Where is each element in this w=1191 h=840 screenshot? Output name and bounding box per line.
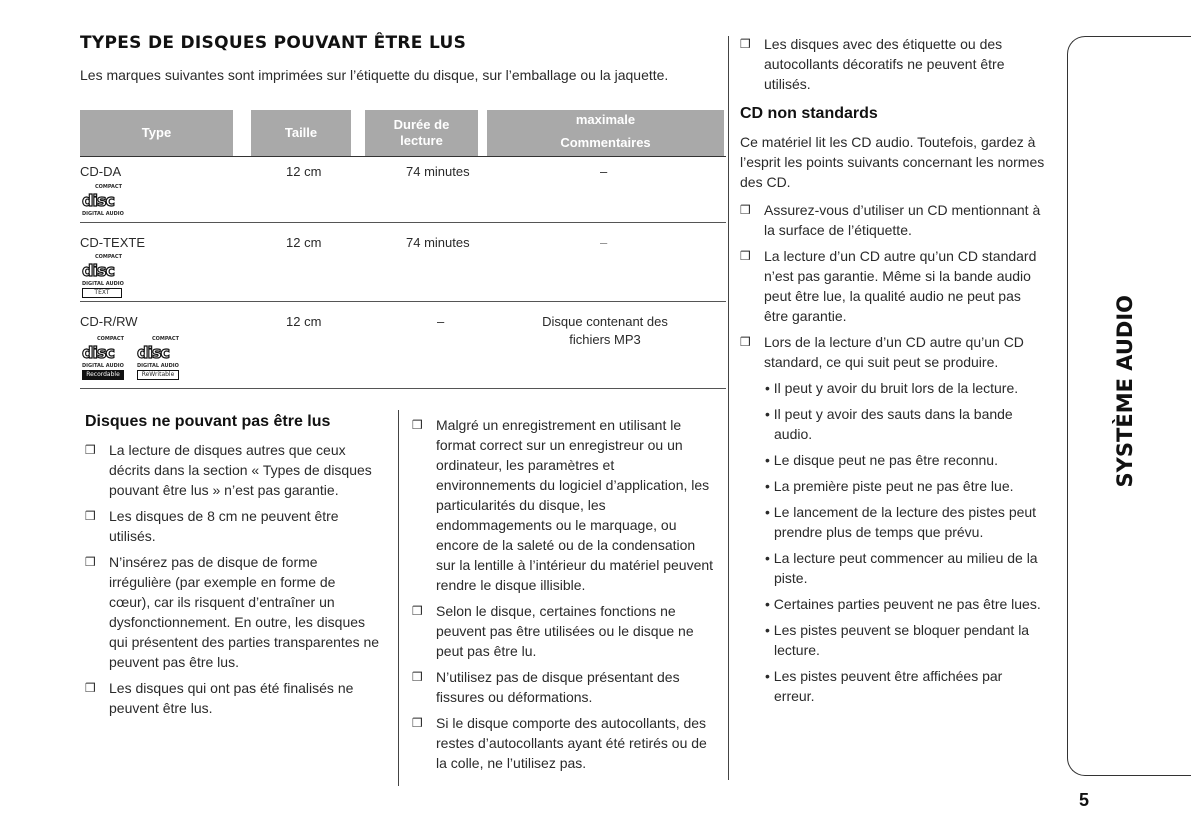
list-item-text: Assurez-vous d’utiliser un CD mentionnant à la surface de l’étiquette.	[764, 202, 1041, 238]
list-item-text: Si le disque comporte des autocollants, des restes d’autocollants ayant été retirés ou de la colle, ne l’utilisez pas.	[436, 715, 707, 771]
logo-disc: disc	[137, 343, 169, 362]
left-column	[85, 412, 380, 724]
page-title: TYPES DE DISQUES POUVANT ÊTRE LUS	[80, 33, 467, 53]
row2-comment: –	[600, 235, 608, 250]
logo-compact: COMPACT	[94, 254, 122, 260]
logo-compact: COMPACT	[94, 184, 122, 190]
logo-disc: disc	[82, 343, 114, 362]
checkbox-bullet-icon: ❒	[412, 716, 423, 730]
list-item	[740, 34, 1045, 94]
logo-disc: disc	[82, 191, 114, 210]
middle-column	[412, 415, 717, 779]
row3-comment: Disque contenant des fichiers MP3	[542, 314, 668, 347]
checkbox-bullet-icon: ❒	[740, 335, 751, 349]
logo-digital: DIGITAL AUDIO	[82, 281, 124, 287]
logo-digital: DIGITAL AUDIO	[82, 363, 124, 369]
dot-item: • Il peut y avoir du bruit lors de la lecture.	[765, 380, 1019, 396]
header-duration	[365, 110, 478, 156]
list-item	[412, 415, 717, 595]
checkbox-bullet-icon: ❒	[85, 555, 96, 569]
logo-compact: COMPACT	[96, 336, 124, 342]
intro-text: Les marques suivantes sont imprimées sur l’étiquette du disque, sur l’emballage ou la jaquette.	[80, 67, 669, 83]
header-type	[80, 110, 233, 156]
list-item	[412, 601, 717, 661]
list-item	[85, 678, 380, 718]
list-item-text: Les disques avec des étiquette ou des autocollants décoratifs ne peuvent être utilisés.	[764, 36, 1005, 92]
logo-compact: COMPACT	[151, 336, 179, 342]
checkbox-bullet-icon: ❒	[412, 418, 423, 432]
header-duration-label: Durée de lecture	[393, 117, 450, 148]
header-size-label: Taille	[284, 125, 318, 140]
dot-item: • La lecture peut commencer au milieu de la piste.	[765, 550, 1038, 586]
dot-item: • Les pistes peuvent se bloquer pendant la lecture.	[765, 622, 1030, 658]
header-size	[251, 110, 351, 156]
logo-digital: DIGITAL AUDIO	[137, 363, 179, 369]
row3-size: 12 cm	[286, 314, 322, 329]
checkbox-bullet-icon: ❒	[85, 509, 96, 523]
row3-type: CD-R/RW	[80, 314, 138, 329]
row1-size: 12 cm	[286, 164, 322, 179]
list-item-text: Selon le disque, certaines fonctions ne peuvent pas être utilisées ou le disque ne peut pas être lu.	[436, 603, 694, 659]
divider	[80, 222, 726, 223]
compact-disc-rewritable-logo	[137, 336, 179, 380]
logo-rewritable: ReWritable	[137, 370, 179, 380]
row1-duration: 74 minutes	[406, 164, 470, 179]
list-item-text: La lecture de disques autres que ceux décrits dans la section « Types de disques pouvant être lus » n’est pas garantie.	[109, 442, 372, 498]
list-item	[740, 332, 1045, 372]
dot-item: • Le lancement de la lecture des pistes peut prendre plus de temps que prévu.	[765, 504, 1037, 540]
checkbox-bullet-icon: ❒	[740, 203, 751, 217]
header-type-label: Type	[141, 125, 172, 140]
checkbox-bullet-icon: ❒	[740, 37, 751, 51]
divider	[80, 388, 726, 389]
column-divider	[398, 410, 399, 786]
row2-size: 12 cm	[286, 235, 322, 250]
checkbox-bullet-icon: ❒	[740, 249, 751, 263]
list-item-text: Les disques de 8 cm ne peuvent être utilisés.	[109, 508, 339, 544]
divider	[80, 301, 726, 302]
dot-item: • Certaines parties peuvent ne pas être lues.	[765, 596, 1041, 612]
compact-disc-text-logo	[82, 254, 122, 298]
list-item	[740, 200, 1045, 240]
right-column	[740, 34, 1045, 712]
header-comments-label: Commentaires	[560, 135, 651, 150]
row3-duration: –	[437, 314, 445, 329]
list-item-text: Lors de la lecture d’un CD autre qu’un CD standard, ce qui suit peut se produire.	[764, 334, 1024, 370]
list-item	[412, 713, 717, 773]
list-item-text: N’insérez pas de disque de forme irrégulière (par exemple en forme de cœur), car ils risquent d’entraîner un dysfonctionnement. En outre, les disques qui présentent des parties transparentes ne peuvent pas être lus.	[109, 554, 380, 670]
compact-disc-recordable-logo	[82, 336, 124, 380]
list-item	[740, 246, 1045, 326]
section-tab-label: SYSTÈME AUDIO	[1113, 295, 1137, 488]
section-heading: Disques ne pouvant pas être lus	[85, 413, 331, 430]
list-item-text: La lecture d’un CD autre qu’un CD standard n’est pas garantie. Même si la bande audio peut être lue, la qualité audio ne peut pas être garantie.	[764, 248, 1037, 324]
list-item	[85, 440, 380, 500]
list-item-text: Les disques qui ont pas été finalisés ne peuvent être lus.	[109, 680, 354, 716]
list-item	[412, 667, 717, 707]
section-heading: CD non standards	[740, 105, 878, 122]
dot-item: • La première piste peut ne pas être lue.	[765, 478, 1014, 494]
paragraph: Ce matériel lit les CD audio. Toutefois, gardez à l’esprit les points suivants concernant les normes des CD.	[740, 134, 1045, 190]
logo-recordable: Recordable	[82, 370, 124, 380]
dot-item: • Les pistes peuvent être affichées par erreur.	[765, 668, 1003, 704]
dot-item: • Le disque peut ne pas être reconnu.	[765, 452, 998, 468]
row1-type: CD-DA	[80, 164, 122, 179]
dot-item: • Il peut y avoir des sauts dans la bande audio.	[765, 406, 1013, 442]
column-divider	[728, 36, 729, 780]
row2-type: CD-TEXTE	[80, 235, 145, 250]
list-item-text: N’utilisez pas de disque présentant des fissures ou déformations.	[436, 669, 680, 705]
header-max-label: maximale	[575, 112, 636, 127]
checkbox-bullet-icon: ❒	[85, 681, 96, 695]
compact-disc-logo	[82, 184, 122, 218]
list-item	[85, 552, 380, 672]
page-number: 5	[1079, 790, 1090, 810]
checkbox-bullet-icon: ❒	[85, 443, 96, 457]
logo-text: TEXT	[82, 288, 122, 298]
header-comments	[487, 110, 724, 156]
checkbox-bullet-icon: ❒	[412, 670, 423, 684]
list-item-text: Malgré un enregistrement en utilisant le format correct sur un enregistreur ou un ordinateur, les paramètres et environnements du logiciel d’application, les particularités du disque, les endommagements ou le marquage, ou encore de la saleté ou de la condensation sur la lentille à l’intérieur du matériel peuvent rendre le disque illisible.	[436, 417, 714, 593]
list-item	[85, 506, 380, 546]
logo-disc: disc	[82, 261, 114, 280]
row1-comment: –	[600, 164, 608, 179]
checkbox-bullet-icon: ❒	[412, 604, 423, 618]
row2-duration: 74 minutes	[406, 235, 470, 250]
divider	[80, 156, 726, 157]
logo-digital: DIGITAL AUDIO	[82, 211, 124, 217]
